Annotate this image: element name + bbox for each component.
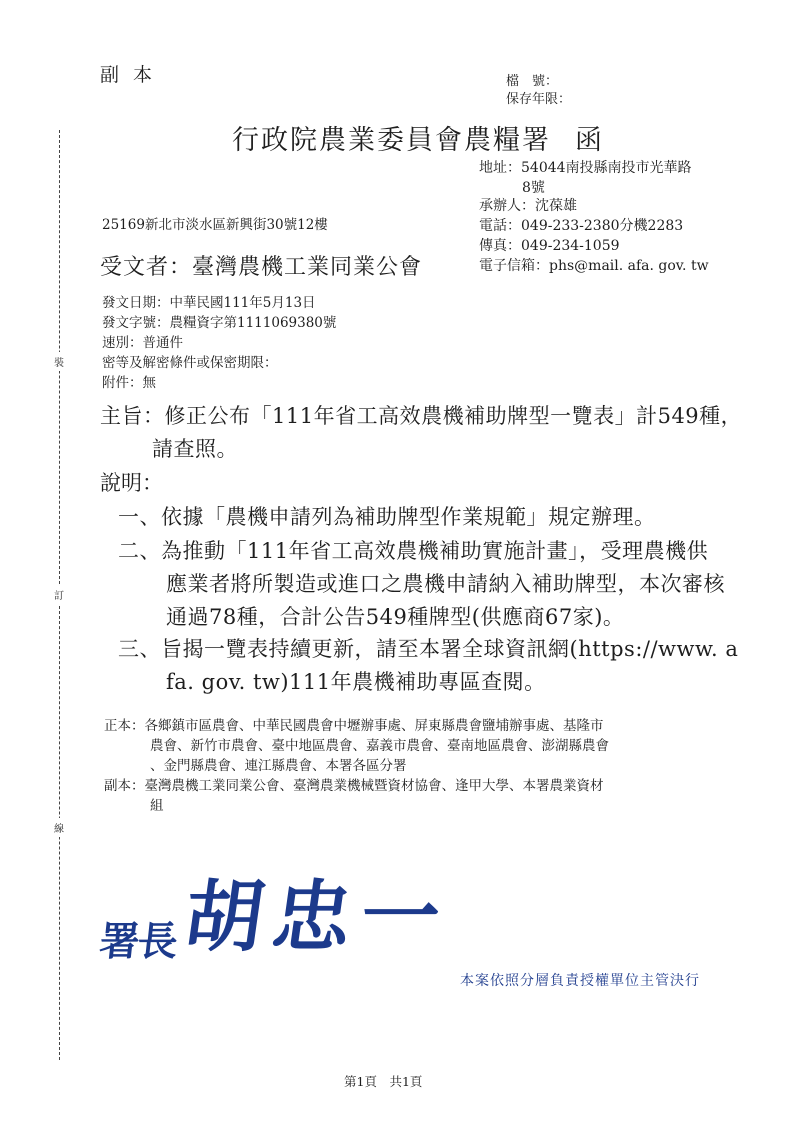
page-footer: 第1頁 共1頁 xyxy=(344,1074,423,1089)
doc-type: 函 xyxy=(575,125,604,156)
item-3-line-2: fa. gov. tw)111年農機補助專區查閱。 xyxy=(166,670,546,694)
distribution-copy-1: 副本：臺灣農機工業同業公會、臺灣農業機械暨資材協會、逢甲大學、本署農業資材 xyxy=(104,778,604,794)
archive-file-no: 檔 號： xyxy=(506,74,559,89)
item-3-line-1: 三、旨揭一覽表持續更新，請至本署全球資訊網(https://www. a xyxy=(118,637,739,661)
contact-fax: 傳真：049-234-1059 xyxy=(479,238,620,254)
subject-line-1: 主旨：修正公布「111年省工高效農機補助牌型一覽表」計549種， xyxy=(100,404,743,428)
recipient: 受文者：臺灣農機工業同業公會 xyxy=(100,255,423,280)
signature-name: 胡忠一 xyxy=(178,873,456,963)
delivery-speed: 速別：普通件 xyxy=(102,335,183,351)
binding-mark-staple: 訂 xyxy=(54,585,64,604)
attachment: 附件：無 xyxy=(102,375,156,391)
binding-mark-bind: 裝 xyxy=(54,352,64,371)
item-1: 一、依據「農機申請列為補助牌型作業規範」規定辦理。 xyxy=(118,505,656,529)
contact-address-2: 8號 xyxy=(522,180,545,196)
distribution-copy-2: 組 xyxy=(150,798,164,814)
subject-line-2: 請查照。 xyxy=(152,437,238,461)
distribution-main-3: 、金門縣農會、連江縣農會、本署各區分署 xyxy=(150,758,407,774)
copy-mark: 副本 xyxy=(100,64,167,86)
signature-title: 署長 xyxy=(97,919,179,965)
explanation-label: 說明： xyxy=(100,471,163,495)
archive-retention: 保存年限： xyxy=(506,92,572,107)
contact-handler: 承辦人：沈葆雄 xyxy=(479,198,577,214)
contact-address-1: 地址：54044南投縣南投市光華路 xyxy=(479,160,692,176)
contact-email: 電子信箱：phs@mail. afa. gov. tw xyxy=(479,258,709,274)
page-title xyxy=(232,118,604,157)
distribution-main-1: 正本：各鄉鎮市區農會、中華民國農會中壢辦事處、屏東縣農會鹽埔辦事處、基隆市 xyxy=(104,718,604,734)
item-2-line-2: 應業者將所製造或進口之農機申請納入補助牌型，本次審核 xyxy=(166,572,725,596)
recipient-address: 25169新北市淡水區新興街30號12樓 xyxy=(102,217,328,233)
signature xyxy=(97,855,456,967)
authorization-stamp: 本案依照分層負責授權單位主管決行 xyxy=(460,973,700,989)
document-number: 發文字號：農糧資字第1111069380號 xyxy=(102,315,337,331)
binding-mark-line: 線 xyxy=(54,818,64,837)
item-2-line-3: 通過78種，合計公告549種牌型(供應商67家)。 xyxy=(166,605,625,629)
secrecy-level: 密等及解密條件或保密期限： xyxy=(102,355,278,371)
item-2-line-1: 二、為推動「111年省工高效農機補助實施計畫」，受理農機供 xyxy=(118,539,709,563)
distribution-main-2: 農會、新竹市農會、臺中地區農會、嘉義市農會、臺南地區農會、澎湖縣農會 xyxy=(150,738,609,754)
agency-name: 行政院農業委員會農糧署 xyxy=(232,125,551,156)
issue-date: 發文日期：中華民國111年5月13日 xyxy=(102,295,316,311)
contact-phone: 電話：049-233-2380分機2283 xyxy=(479,218,684,234)
